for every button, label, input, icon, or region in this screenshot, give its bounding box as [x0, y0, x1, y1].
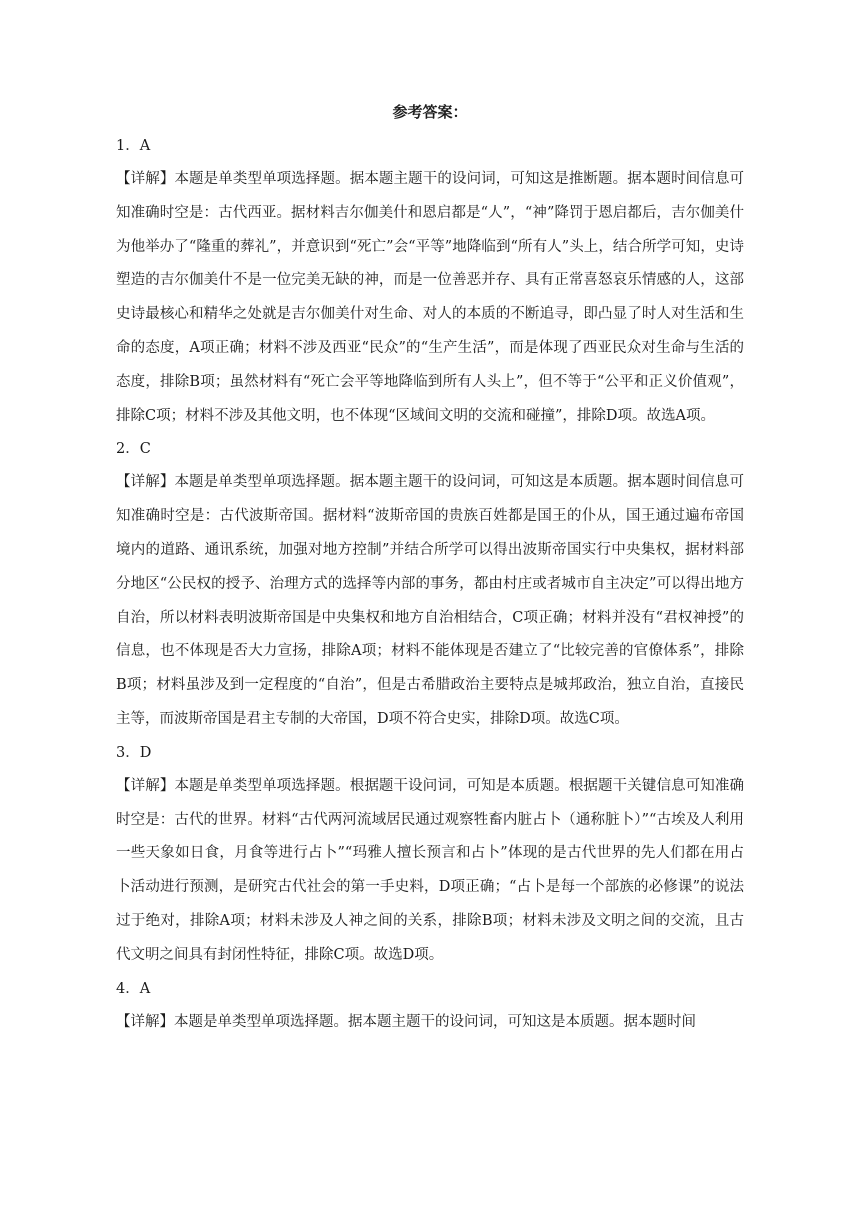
explanation-tag: 【详解】	[116, 777, 175, 794]
explanation-paragraph	[116, 1006, 744, 1040]
answer-item-2	[116, 433, 744, 736]
explanation-tag: 【详解】	[116, 474, 175, 491]
question-number: 1．A	[116, 138, 151, 154]
explanation-text: 本题是单类型单项选择题。据本题主题干的设问词，可知这是本质题。据本题时间	[174, 1013, 696, 1030]
explanation-paragraph	[116, 163, 744, 433]
answer-item-3	[116, 737, 744, 973]
explanation-text: 本题是单类型单项选择题。据本题主题干的设问词，可知这是本质题。据本题时间信息可知准确时空是：古代波斯帝国。据材料“波斯帝国的贵族百姓都是国王的仆从，国王通过遍布帝国境内的道路、通讯系统，加强对地方控制”并结合所学可以得出波斯帝国实行中央集权，据材料部分地区“公民权的授予、治理方式的选择等内部的事务，都由村庄或者城市自主决定”可以得出地方自治，所以材料表明波斯帝国是中央集权和地方自治相结合，C项正确；材料并没有“君权神授”的信息，也不体现是否大力宣扬，排除A项；材料不能体现是否建立了“比较完善的官僚体系”，排除B项；材料虽涉及到一定程度的“自治”，但是古希腊政治主要特点是城邦政治，独立自治，直接民主等，而波斯帝国是君主专制的大帝国，D项不符合史实，排除D项。故选C项。	[116, 474, 745, 727]
question-number: 2．C	[116, 441, 151, 458]
answer-item-1	[116, 130, 744, 433]
explanation-paragraph	[116, 770, 744, 973]
page-title: 参考答案：	[392, 103, 468, 121]
question-number: 4．A	[116, 980, 151, 997]
explanation-text: 本题是单类型单项选择题。根据题干设问词，可知是本质题。根据题干关键信息可知准确时空是：古代的世界。材料“古代两河流域居民通过观察牲畜内脏占卜（通称脏卜）”“古埃及人利用一些天象如日食，月食等进行占卜”“玛雅人擅长预言和占卜”体现的是古代世界的先人们都在用占卜活动进行预测，是研究古代社会的第一手史料，D项正确；“占卜是每一个部族的必修课”的说法过于绝对，排除A项；材料未涉及人神之间的关系，排除B项；材料未涉及文明之间的交流，且古代文明之间具有封闭性特征，排除C项。故选D项。	[116, 777, 745, 963]
explanation-tag: 【详解】	[116, 1013, 174, 1030]
answer-item-4	[116, 973, 744, 1040]
question-number: 3．D	[116, 744, 152, 761]
explanation-tag: 【详解】	[116, 171, 175, 187]
explanation-paragraph	[116, 466, 744, 736]
explanation-text: 本题是单类型单项选择题。据本题主题干的设问词，可知这是推断题。据本题时间信息可知准确时空是：古代西亚。据材料吉尔伽美什和恩启都是“人”，“神”降罚于恩启都后，吉尔伽美什为他举办了“隆重的葬礼”，并意识到“死亡”会“平等”地降临到“所有人”头上，结合所学可知，史诗塑造的吉尔伽美什不是一位完美无缺的神，而是一位善恶并存、具有正常喜怒哀乐情感的人，这部史诗最核心和精华之处就是吉尔伽美什对生命、对人的本质的不断追寻，即凸显了时人对生活和生命的态度，A项正确；材料不涉及西亚“民众”的“生产生活”，而是体现了西亚民众对生命与生活的态度，排除B项；虽然材料有“死亡会平等地降临到所有人头上”，但不等于“公平和正义价值观”，排除C项；材料不涉及其他文明，也不体现“区域间文明的交流和碰撞”，排除D项。故选A项。	[116, 171, 745, 424]
answer-sheet	[116, 98, 744, 1039]
